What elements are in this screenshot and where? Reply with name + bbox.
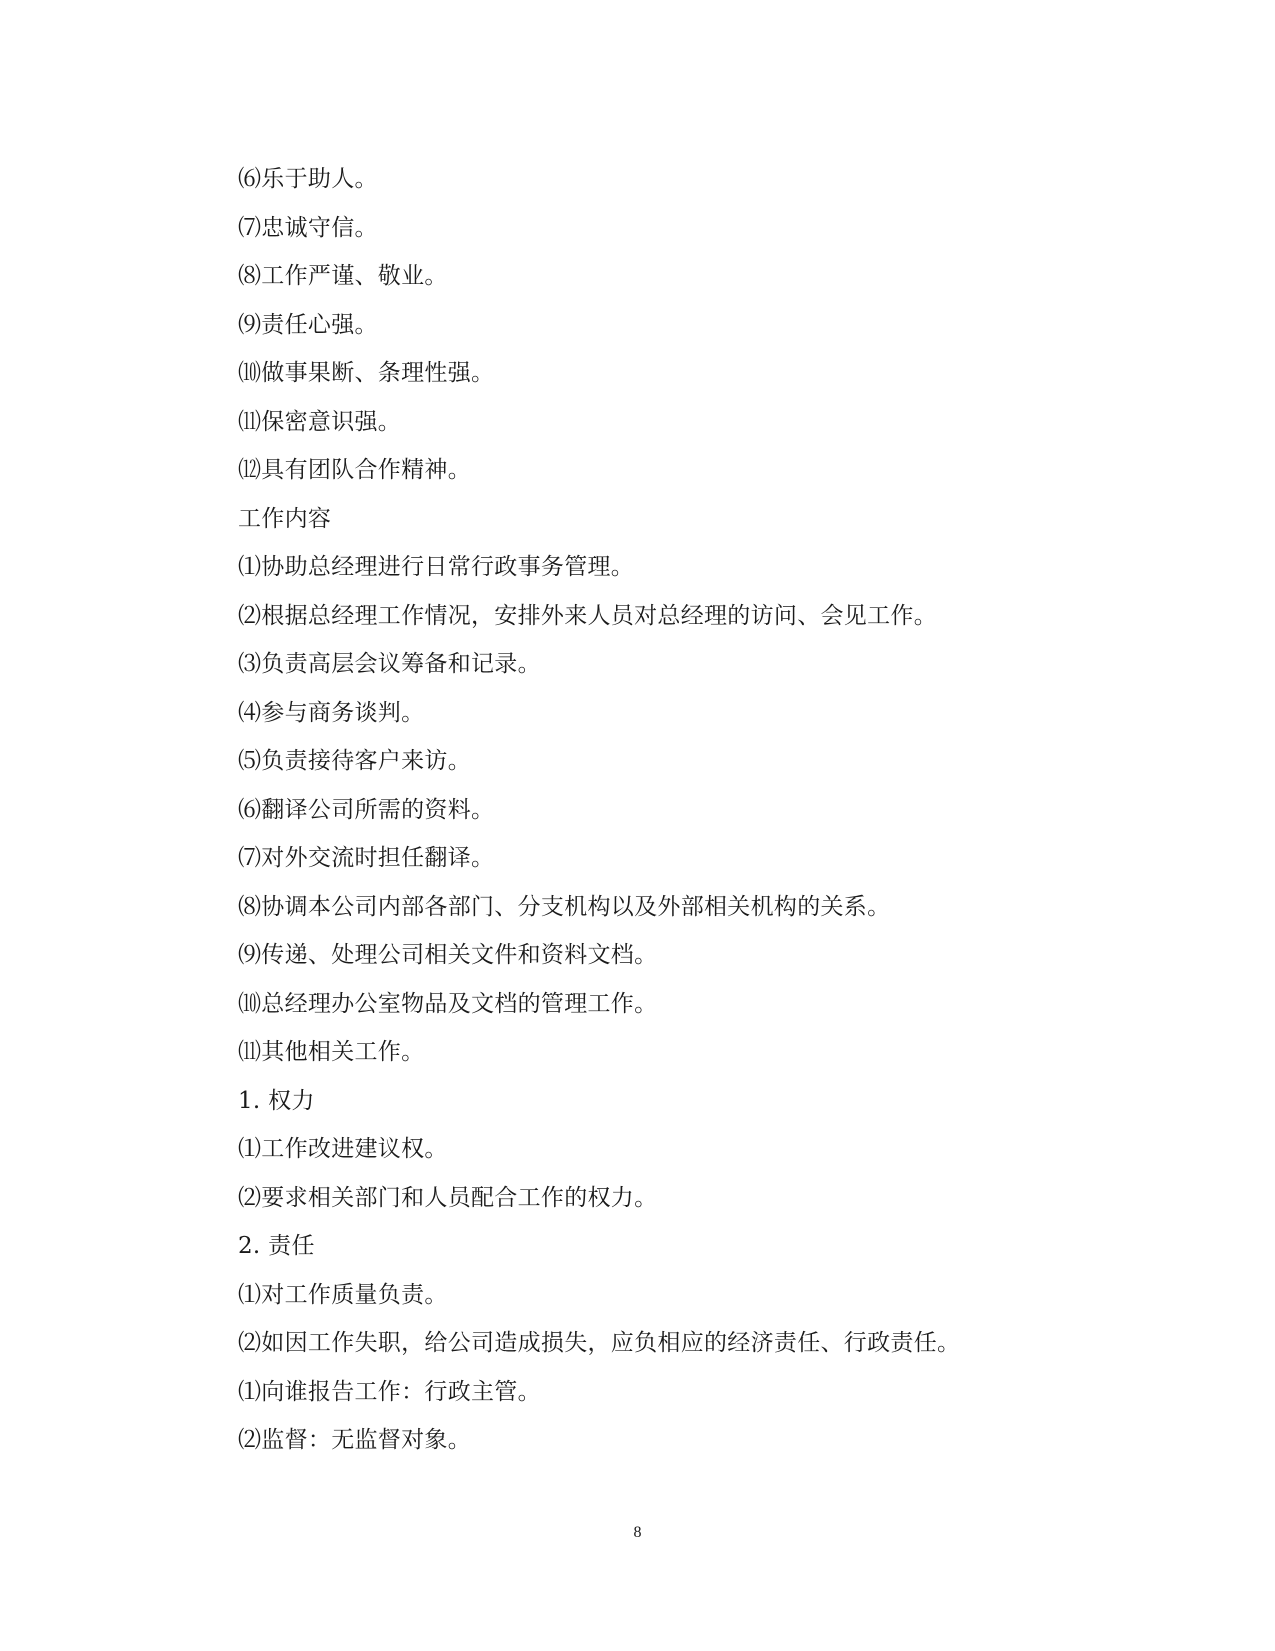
text-line: ⑺对外交流时担任翻译。 bbox=[238, 845, 495, 871]
text-line: ⑼传递、处理公司相关文件和资料文档。 bbox=[238, 942, 658, 968]
text-line: ⑽做事果断、条理性强。 bbox=[238, 360, 495, 386]
text-line: ⑼责任心强。 bbox=[238, 311, 378, 338]
text-line: ⑷参与商务谈判。 bbox=[238, 699, 425, 726]
text-line: ⑹翻译公司所需的资料。 bbox=[238, 796, 495, 823]
text-line: ⑸负责接待客户来访。 bbox=[238, 748, 471, 774]
text-line: ⑽总经理办公室物品及文档的管理工作。 bbox=[238, 990, 658, 1017]
text-line: ⑻协调本公司内部各部门、分支机构以及外部相关机构的关系。 bbox=[238, 893, 891, 920]
text-line: ⑴协助总经理进行日常行政事务管理。 bbox=[238, 554, 635, 580]
text-line: ⑹乐于助人。 bbox=[238, 166, 378, 192]
text-line: ⑵要求相关部门和人员配合工作的权力。 bbox=[238, 1184, 658, 1211]
text-line: ⑻工作严谨、敬业。 bbox=[238, 263, 448, 289]
text-line: ⑿具有团队合作精神。 bbox=[238, 457, 471, 483]
text-line: ⑾其他相关工作。 bbox=[238, 1039, 425, 1065]
text-line: ⑺忠诚守信。 bbox=[238, 214, 378, 241]
text-line: ⑴对工作质量负责。 bbox=[238, 1281, 448, 1308]
text-line: ⑶负责高层会议筹备和记录。 bbox=[238, 651, 541, 677]
section-heading: 1. 权力 bbox=[238, 1087, 315, 1114]
text-line: ⑵根据总经理工作情况，安排外来人员对总经理的访问、会见工作。 bbox=[238, 602, 937, 629]
section-heading: 工作内容 bbox=[238, 505, 332, 532]
text-line: ⑴工作改进建议权。 bbox=[238, 1136, 448, 1162]
text-line: ⑵监督：无监督对象。 bbox=[238, 1427, 471, 1453]
page-content bbox=[238, 155, 1038, 1465]
page-number: 8 bbox=[633, 1524, 642, 1541]
text-line: ⑾保密意识强。 bbox=[238, 408, 402, 435]
text-line: ⑴向谁报告工作：行政主管。 bbox=[238, 1378, 541, 1405]
section-heading: 2. 责任 bbox=[238, 1233, 315, 1259]
text-line: ⑵如因工作失职，给公司造成损失，应负相应的经济责任、行政责任。 bbox=[238, 1330, 961, 1356]
